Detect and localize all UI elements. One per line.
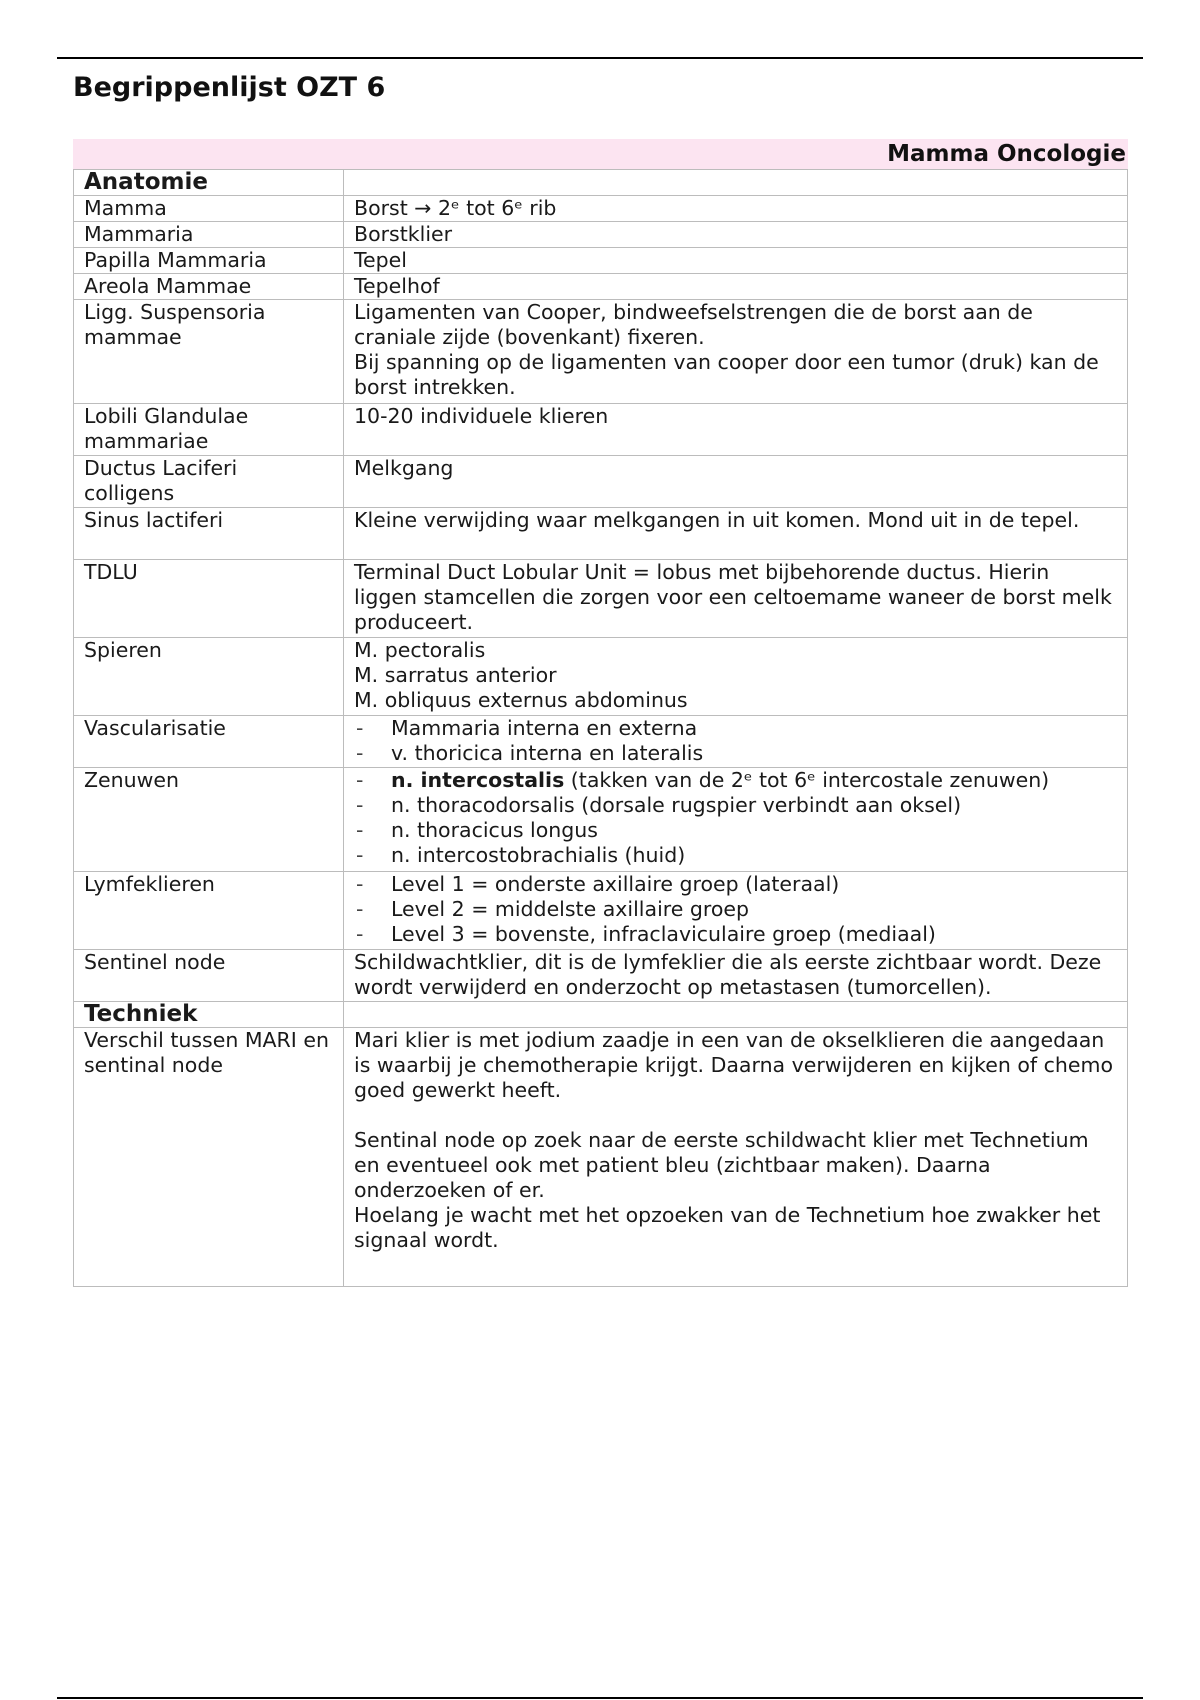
- term-cell: Lobili Glandulae mammariae: [74, 404, 344, 456]
- term-cell: Lymfeklieren: [74, 872, 344, 950]
- dash-list: [354, 872, 1117, 947]
- term-cell: Ligg. Suspensoria mammae: [74, 300, 344, 404]
- term-cell: Sinus lactiferi: [74, 508, 344, 560]
- definition-cell: [344, 300, 1128, 404]
- term-cell: Verschil tussen MARI en sentinal node: [74, 1028, 344, 1287]
- section-empty-cell: [344, 1002, 1128, 1028]
- term-cell: Zenuwen: [74, 768, 344, 872]
- definition-cell: Borstklier: [344, 222, 1128, 248]
- term-cell: TDLU: [74, 560, 344, 638]
- definition-paragraph: Mari klier is met jodium zaadje in een van de okselklieren die aangedaan is waarbij je chemotherapie krijgt. Daarna verwijderen en kijken of chemo goed gewerkt heeft.: [354, 1028, 1114, 1102]
- definition-paragraph: Hoelang je wacht met het opzoeken van de Technetium hoe zwakker het signaal wordt.: [354, 1203, 1101, 1252]
- dash-list: [354, 768, 1117, 868]
- table-row: [74, 274, 1128, 300]
- list-item: - Mammaria interna en externa: [354, 716, 1117, 741]
- muscle-line: M. pectoralis: [354, 638, 486, 662]
- list-item: - n. intercostobrachialis (huid): [354, 843, 1117, 868]
- definition-cell: [344, 768, 1128, 872]
- section-row-anatomie: [74, 170, 1128, 196]
- table-row: [74, 638, 1128, 716]
- table-row: [74, 456, 1128, 508]
- section-band-mamma-oncologie: Mamma Oncologie: [73, 139, 1128, 169]
- term-cell: Spieren: [74, 638, 344, 716]
- definition-cell: Kleine verwijding waar melkgangen in uit komen. Mond uit in de tepel.: [344, 508, 1128, 560]
- table-row: [74, 768, 1128, 872]
- section-heading: Techniek: [74, 1002, 344, 1028]
- definition-paragraph: Ligamenten van Cooper, bindweefselstrengen die de borst aan de craniale zijde (bovenkant) fixeren.: [354, 300, 1033, 349]
- term-cell: Areola Mammae: [74, 274, 344, 300]
- definition-cell: Borst → 2ᵉ tot 6ᵉ rib: [344, 196, 1128, 222]
- definition-cell: 10-20 individuele klieren: [344, 404, 1128, 456]
- definition-paragraph: Bij spanning op de ligamenten van cooper door een tumor (druk) kan de borst intrekken.: [354, 350, 1099, 399]
- table-row: [74, 872, 1128, 950]
- table-row: [74, 222, 1128, 248]
- list-item: - Level 3 = bovenste, infraclaviculaire groep (mediaal): [354, 922, 1117, 947]
- term-cell: Mammaria: [74, 222, 344, 248]
- definition-paragraph: Sentinal node op zoek naar de eerste schildwacht klier met Technetium en eventueel ook met patient bleu (zichtbaar maken). Daarna onderzoeken of er.: [354, 1128, 1089, 1202]
- muscle-line: M. obliquus externus abdominus: [354, 688, 688, 712]
- table-row: [74, 508, 1128, 560]
- bottom-rule: [57, 1697, 1143, 1699]
- definition-cell: [344, 716, 1128, 768]
- term-cell: Sentinel node: [74, 950, 344, 1002]
- term-cell: Mamma: [74, 196, 344, 222]
- definition-cell: [344, 638, 1128, 716]
- table-row: [74, 196, 1128, 222]
- table-row: [74, 248, 1128, 274]
- list-item: - n. thoracicus longus: [354, 818, 1117, 843]
- table-row: [74, 300, 1128, 404]
- section-row-techniek: [74, 1002, 1128, 1028]
- list-item: - v. thoricica interna en lateralis: [354, 741, 1117, 766]
- list-item: - Level 1 = onderste axillaire groep (lateraal): [354, 872, 1117, 897]
- list-item: - n. thoracodorsalis (dorsale rugspier verbindt aan oksel): [354, 793, 1117, 818]
- list-item: [354, 768, 1117, 793]
- muscle-line: M. sarratus anterior: [354, 663, 557, 687]
- list-item: - Level 2 = middelste axillaire groep: [354, 897, 1117, 922]
- dash-list: [354, 716, 1117, 766]
- term-cell: Papilla Mammaria: [74, 248, 344, 274]
- paragraph-gap: [354, 1103, 1117, 1128]
- term-cell: Ductus Laciferi colligens: [74, 456, 344, 508]
- table-row: [74, 716, 1128, 768]
- section-heading: Anatomie: [74, 170, 344, 196]
- table-row: [74, 560, 1128, 638]
- table-row: [74, 950, 1128, 1002]
- definition-cell: Terminal Duct Lobular Unit = lobus met bijbehorende ductus. Hierin liggen stamcellen die zorgen voor een celtoemame waneer de borst melk produceert.: [344, 560, 1128, 638]
- bold-term: n. intercostalis: [391, 768, 565, 792]
- definition-cell: Tepel: [344, 248, 1128, 274]
- section-empty-cell: [344, 170, 1128, 196]
- document-title: Begrippenlijst OZT 6: [73, 72, 386, 103]
- terms-table: [73, 169, 1128, 1287]
- top-rule: [57, 57, 1143, 59]
- definition-cell: [344, 872, 1128, 950]
- definition-cell: Schildwachtklier, dit is de lymfeklier die als eerste zichtbaar wordt. Deze wordt verwijderd en onderzocht op metastasen (tumorcellen).: [344, 950, 1128, 1002]
- term-cell: Vascularisatie: [74, 716, 344, 768]
- definition-cell: [344, 1028, 1128, 1287]
- table-row: [74, 404, 1128, 456]
- list-item-text: (takken van de 2ᵉ tot 6ᵉ intercostale zenuwen): [564, 768, 1050, 792]
- definition-cell: Melkgang: [344, 456, 1128, 508]
- definition-cell: Tepelhof: [344, 274, 1128, 300]
- table-row: [74, 1028, 1128, 1287]
